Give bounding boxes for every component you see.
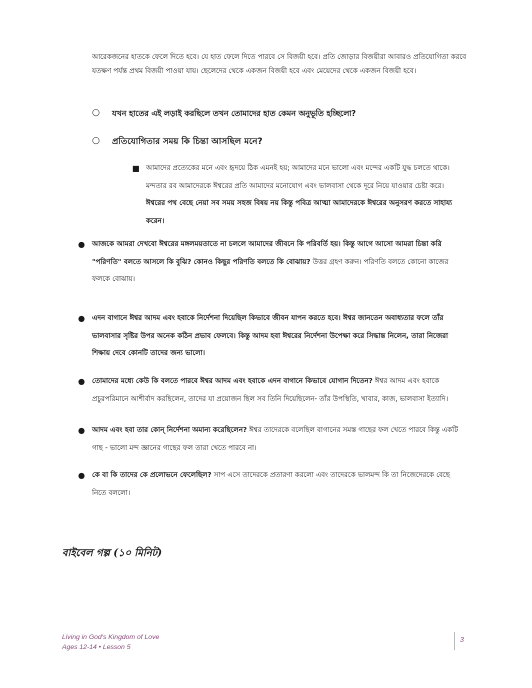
dot-bullet-icon: ● [78,426,85,435]
item-normal-text: উত্তর গ্রহণ করুন। পরিণতি বলতে কোনো কাজের ফলকে বোঝায়। [92,257,449,283]
item-bold-text: এদন বাগানে ঈশ্বর আদম এবং হবাকে নির্দেশনা দিয়েছিল কিভাবে জীবন যাপন করতে হবে। ঈশ্বর জানতেন অবাধ্যতার ফলে তাঁর ভালবাসার সৃষ্টির উপর অনেক কঠিন প্রভাব ফেলবে। কিন্তু আদম হবা ঈশ্বরের নির্দেশনা উপেক্ষা করে সিদ্ধান্ত নিলেন, তারা নিজেরা শিক্ষায় দেবে কোনটি তাদের জন্য ভালো। [92,314,448,357]
sub-question-text: যখন হাতের এই লড়াই করছিলে তখন তোমাদের হাত কেমন অনুভূতি হচ্ছিলো? [112,109,356,118]
footer-divider [454,632,455,650]
nested-text-bold: ঈশ্বরের পথ বেছে নেয়া সব সময় সহজ বিষয় নয় কিন্তু পবিত্র আত্মা আমাদেরকে ঈশ্বরের অনুসরণ করতে সাহায্য করেন। [146,199,453,225]
list-item [78,310,466,363]
item-bold-text: তোমাদের মধ্যে কেউ কি বলতে পারবে ঈশ্বর আদম এবং হবাকে এদন বাগানে কিভাবে যোগান দিতেন? [92,377,373,385]
square-bullet-icon: ■ [132,164,140,173]
list-item [78,373,466,408]
list-item [78,467,466,502]
section-heading: বাইবেল গল্প (১০ মিনিট) [62,548,162,559]
footer-subtitle: Ages 12-14 • Lesson 5 [62,644,131,651]
item-normal-text: সাপ এসে তাদেরকে প্রতারণা করলো এবং তাদেরকে ভালমন্দ কি তা নিজেদেরকে বেছে নিতে বললো। [92,471,450,497]
sub-question-text: প্রতিযোগিতার সময় কি চিন্তা আসছিল মনে? [112,137,263,147]
dot-bullet-icon: ● [78,471,85,480]
footer [62,633,159,653]
intro-paragraph: আরেকজনের হাতকে ফেলে দিতে হবে। যে হাত ফেলে দিতে পারবে সে বিজয়ী হবে। প্রতি জোড়ার বিজয়ীরা আবারও প্রতিযোগিতা করবে যতক্ষণ পর্যন্ত প্রথম বিজয়ী পাওয়া যায়। ছেলেদের থেকে একজন বিজয়ী হবে এবং মেয়েদের থেকে একজন বিজয়ী হবে। [92,53,467,75]
nested-bullet-item [132,160,464,230]
item-normal-text: ঈশ্বর তাদেরকে বলেছিল বাগানের সমস্ত গাছের ফল খেতে পারবে কিন্তু একটি গাছ - ভালো মন্দ জ্ঞানের গাছের ফল তারা খেতে পারবে না। [92,426,459,452]
circle-bullet-icon: ○ [92,136,100,146]
page-number: 3 [460,637,464,644]
item-bold-text: আজকে আমরা দেখবো ঈশ্বরের মঙ্গলময়তাতে না চললে আমাদের জীবনে কি পরিবর্তি হয়। কিন্তু আগে আসো আমরা চিন্তা করি "পরিণতি" বলতে আসলে কি বুঝি? কোনও কিছুর পরিণতি বলতে কি বোঝায়? [92,240,442,266]
dot-bullet-icon: ● [78,240,85,249]
circle-bullet-icon: ○ [92,108,100,118]
footer-title: Living in God's Kingdom of Love [62,634,160,641]
dot-bullet-icon: ● [78,314,85,323]
nested-text-normal: আমাদের প্রত্যেকের মনে এবং হৃদয়ে ঠিক এমনই হয়; আমাদের মনে ভালো এবং মন্দের একটি যুদ্ধ চলতে থাকে। মন্দতার রব আমাদেরকে ঈশ্বরের প্রতি আমাদের মনোযোগ এবং ভালবাসা থেকে দূরে নিয়ে যাওয়ার চেষ্টা করে। [146,164,450,190]
item-bold-text: কে বা কি তাদের কে প্রলোভনে ফেলেছিল? [92,471,212,479]
item-normal-text: ঈশ্বর আদম এবং হবাকে প্রচুরপরিমানে আশীর্বাদ করছিলেন, তাদের যা প্রয়োজন ছিল সব তিনি দিয়েছিলেন- তাঁর উপস্থিতি, খাবার, কাজ, ভালবাসা ইত্যাদি। [92,377,449,403]
item-bold-text: আদম এবং হবা তার কোন্ নির্দেশনা অমান্য করেছিলেন? [92,426,247,434]
list-item [78,422,466,457]
list-item [78,236,466,289]
dot-bullet-icon: ● [78,377,85,386]
